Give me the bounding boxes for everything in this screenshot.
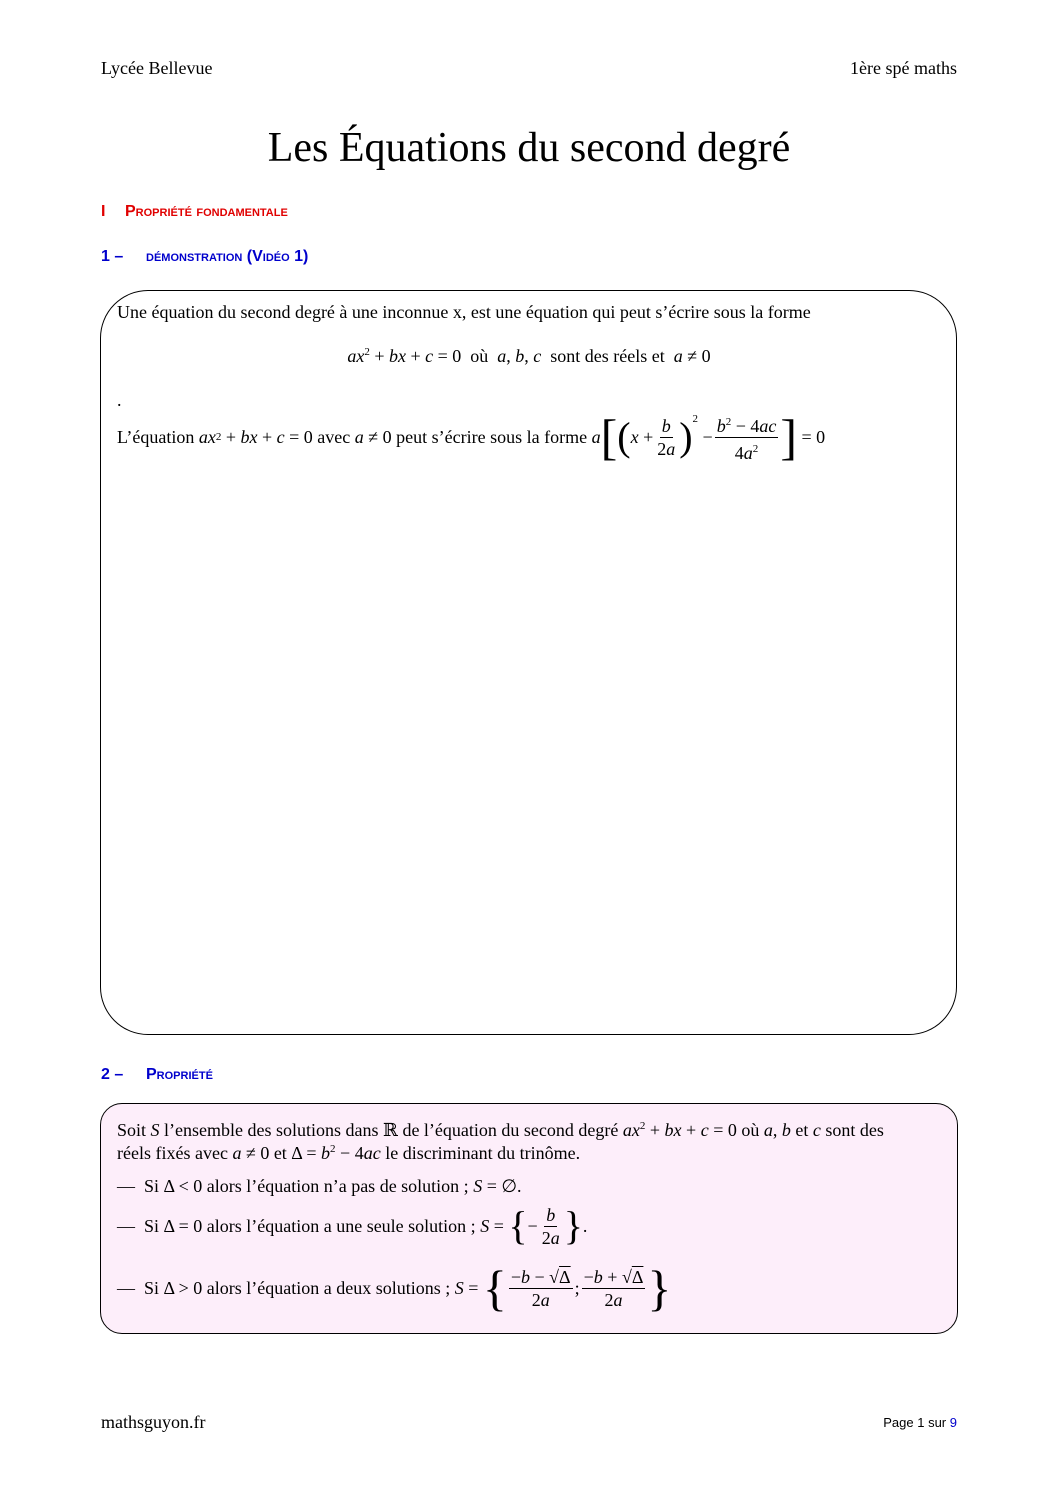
page-title: Les Équations du second degré [267, 125, 791, 171]
section-number: I [101, 203, 106, 220]
header-school: Lycée Bellevue [101, 58, 213, 78]
property-intro-line2: réels fixés avec a ≠ 0 et $\Delta = b^2 - 4ac$ le discriminant du trinôme. [117, 1143, 581, 1163]
case-negative-delta: — Si Δ < 0 alors l’équation n’a pas de solution ; S = ∅. [117, 1176, 522, 1196]
page-total-link[interactable]: 9 [949, 1415, 957, 1430]
definition-formula: $ax^2$ + bx + c = 0 où a, b, c sont des réels et a ≠ 0 [347, 346, 711, 366]
property-intro-line1: Soit S l’ensemble des solutions dans ℝ de l’équation du second degré $ax^2$ + bx + c = 0 où a, b et c sont des [117, 1120, 884, 1140]
section-heading-I [101, 203, 288, 221]
page-indicator [883, 1415, 957, 1430]
dot: . [117, 390, 122, 410]
header-course: 1ère spé maths [850, 58, 957, 78]
case-positive-delta: — Si Δ > 0 alors l’équation a deux solutions ; S = { $\frac{-b - √\Delta}{2a}$ ; $\frac{-b + √\Delta}{2a}$ } [117, 1260, 672, 1316]
subsection-label: Propriété [146, 1066, 213, 1083]
canonical-form-line: L’équation ax 2 + bx + c = 0 avec a ≠ 0 peut s’écrire sous la forme a [ ( x + $\frac{b}{2a}$ ) $^2$ − $\frac{b^2 - 4ac}{4a^2}$ ] = 0 [117, 409, 826, 465]
subsection-heading-1 [101, 248, 308, 266]
definition-text: Une équation du second degré à une inconnue x, est une équation qui peut s’écrire sous la forme [117, 302, 811, 322]
footer-site: mathsguyon.fr [101, 1412, 206, 1432]
case-text: Si Δ < 0 alors l’équation n’a pas de solution ; [144, 1176, 469, 1196]
subsection-number: 2 – [101, 1066, 124, 1083]
case-text: Si Δ = 0 alors l’équation a une seule solution ; [144, 1215, 476, 1236]
case-zero-delta: — Si Δ = 0 alors l’équation a une seule solution ; S = { − $\frac{b}{2a}$ } . [117, 1203, 588, 1248]
subsection-heading-2 [101, 1066, 213, 1084]
subsection-label: démonstration (Vidéo 1) [146, 248, 309, 265]
section-label: Propriété fondamentale [125, 203, 288, 220]
subsection-number: 1 – [101, 248, 124, 265]
demonstration-box [100, 290, 957, 1035]
page-prefix: Page 1 sur [883, 1415, 950, 1430]
case-text: Si Δ > 0 alors l’équation a deux solutions ; [144, 1277, 451, 1298]
